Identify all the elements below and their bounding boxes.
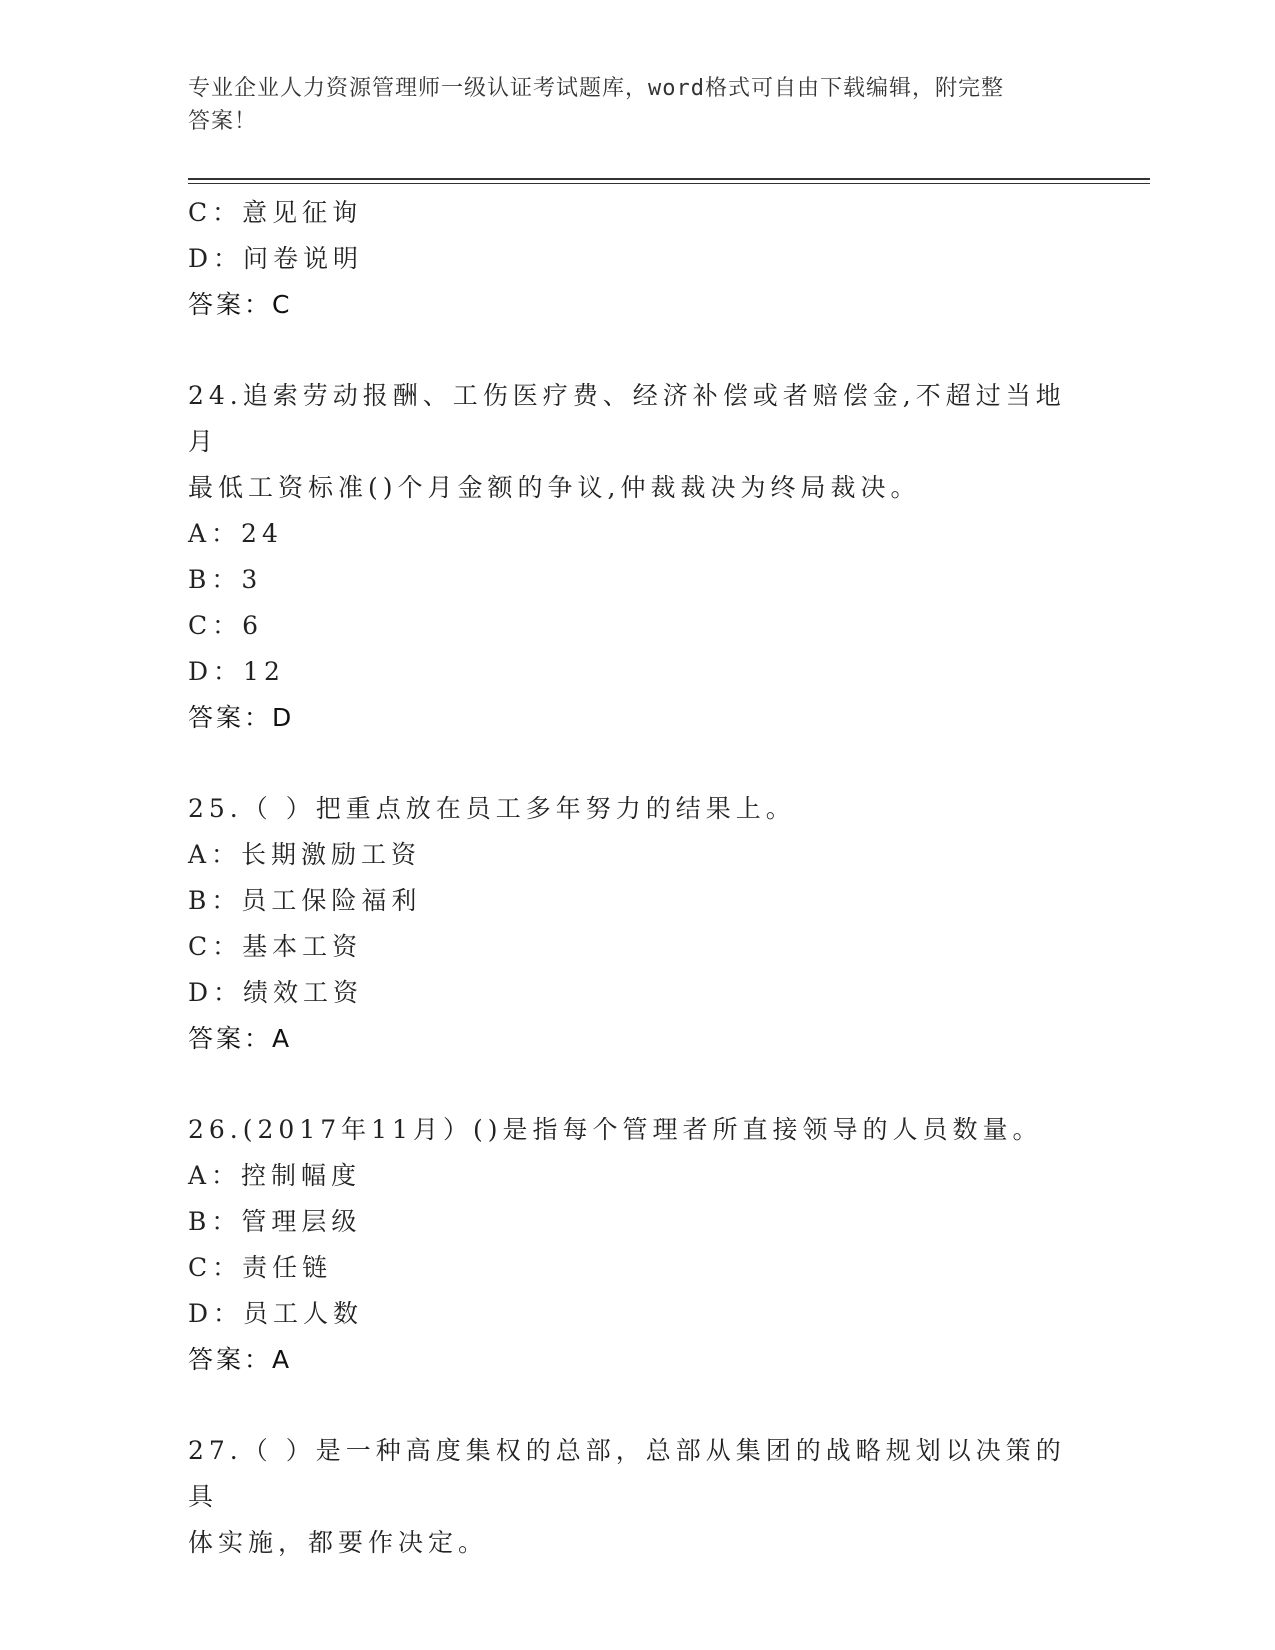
option-b: B：管理层级 [188,1207,362,1236]
question-27 [188,1428,1088,1566]
option-a: A：长期激励工资 [188,840,422,869]
question-text-line-2: 最低工资标准()个月金额的争议,仲裁裁决为终局裁决。 [188,473,921,502]
question-text-line-1: 24.追索劳动报酬、工伤医疗费、经济补偿或者赔偿金,不超过当地月 [188,381,1066,456]
question-26 [188,1107,1088,1383]
answer-text: 答案：A [188,1024,293,1053]
option-c: C：6 [188,611,264,640]
question-text-line-1: 26.(2017年11月）()是指每个管理者所直接领导的人员数量。 [188,1115,1043,1144]
question-25 [188,786,1088,1062]
answer-text: 答案：D [188,703,295,732]
page-header [188,72,1068,138]
option-b: B：员工保险福利 [188,886,422,915]
header-line-1: 专业企业人力资源管理师一级认证考试题库，word格式可自由下载编辑，附完整 [188,76,1004,101]
option-d: D：绩效工资 [188,978,364,1007]
spacer [188,1062,1088,1107]
option-a: A：控制幅度 [188,1161,362,1190]
option-b: B：3 [188,565,263,594]
header-line-2: 答案！ [188,109,258,134]
option-d: D：12 [188,657,285,686]
question-text-line-1: 25.（ ）把重点放在员工多年努力的结果上。 [188,794,796,823]
option-a: A：24 [188,519,283,548]
header-divider [188,178,1150,180]
question-24 [188,373,1088,741]
question-23-tail [188,190,1088,328]
option-d: D：问卷说明 [188,244,364,273]
option-c: C：责任链 [188,1253,333,1282]
question-content [188,190,1088,1566]
answer-text: 答案：A [188,1345,293,1374]
option-d: D：员工人数 [188,1299,364,1328]
spacer [188,741,1088,786]
spacer [188,328,1088,373]
option-c: C：意见征询 [188,198,363,227]
answer-text: 答案：C [188,290,293,319]
question-text-line-1: 27.（ ）是一种高度集权的总部，总部从集团的战略规划以决策的具 [188,1436,1066,1511]
option-c: C：基本工资 [188,932,363,961]
spacer [188,1383,1088,1428]
header-divider-thin [188,183,1150,184]
question-text-line-2: 体实施，都要作决定。 [188,1528,489,1557]
